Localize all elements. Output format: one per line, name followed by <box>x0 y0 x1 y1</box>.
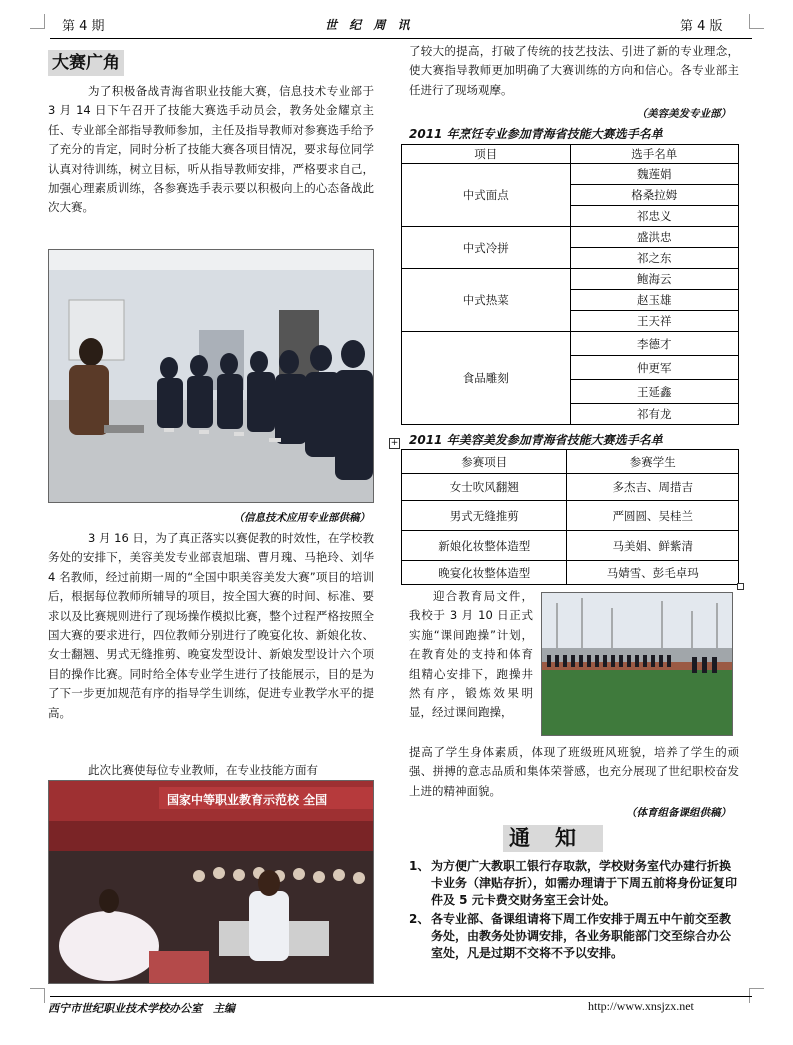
article-3-text: 迎合教育局文件，我校于 3 月 10 日正式实施“课间跑操”计划，在教育处的支持和体育组精心安排下，跑操井然有序，锻炼效果明显，经过课间跑操， <box>409 589 533 720</box>
section-title: 大赛广角 <box>48 50 124 76</box>
name-cell: 格桑拉姆 <box>570 185 739 206</box>
table-2-title: 2011 年美容美发参加青海省技能大赛选手名单 <box>409 433 663 447</box>
beauty-contestants-table <box>401 449 739 585</box>
issue-number: 第 4 期 <box>62 19 105 34</box>
meeting-photo <box>48 249 374 503</box>
banner-text: 国家中等职业教育示范校 全国 <box>167 793 328 807</box>
footer-editor: 西宁市世纪职业技术学校办公室 主编 <box>48 1002 235 1015</box>
crop-mark <box>30 988 45 1003</box>
name-cell: 鲍海云 <box>570 269 739 290</box>
notice-item-number: 2、 <box>409 912 430 926</box>
article-2-credit: （美容美发专业部） <box>636 108 731 120</box>
notice-item-text: 为方便广大教职工银行存取款，学校财务室代办建行折换卡业务（津贴存折），如需办理请于下周五前将身份证复印件及 5 元卡费交财务室王会计处。 <box>431 859 738 907</box>
event-cell: 新娘化妆整体造型 <box>402 531 567 561</box>
article-1-text: 为了积极备战青海省职业技能大赛，信息技术专业部于 3 月 14 日下午召开了技能大赛选手动员会，教务处金耀京主任、专业部全部指导教师参加，主任及指导教师对参赛选手给予了充分的肯定，同时分析了技能大赛各项目情况，要求每位同学认真对待训练，树立目标，听从指导教师安排，严格要求自己，加强心理素质训练，各参赛选手表示要以积极向上的心态备战此次大赛。 <box>48 84 374 215</box>
name-cell: 李德才 <box>570 332 739 356</box>
table-header: 选手名单 <box>570 145 739 164</box>
article-3-text-continued: 提高了学生身体素质，体现了班级班风班貌，培养了学生的顽强、拼搏的意志品质和集体荣誉感，也充分展现了世纪职校奋发上进的精神面貌。 <box>409 745 739 798</box>
crop-mark <box>30 14 45 29</box>
students-cell: 马美娟、鲜紫清 <box>567 531 739 561</box>
running-exercise-photo <box>541 592 733 736</box>
table-1-title: 2011 年烹饪专业参加青海省技能大赛选手名单 <box>409 127 663 141</box>
article-1-credit: （信息技术应用专业部供稿） <box>233 512 370 524</box>
article-2-text: 3 月 16 日，为了真正落实以赛促教的时效性，在学校教务处的安排下，美容美发专业部袁旭瑞、曹月瑰、马艳玲、刘华 4 名教师，经过前期一周的“全国中职美容美发大赛”项目的培训后，根据每位教师所辅导的项目，按全国大赛的时间、标准、要求以及比赛规则进行了现场操作模拟比赛，整个过程严格按照全国大赛的要求进行，四位教师分别进行了晚宴化妆、新娘化妆、女士翻翘、男式无缝推剪、晚宴发型设计、新娘发型设计六个项目的操作比赛。同时给全体专业学生进行了技能展示，目的是为了下一步更加规范有序的指导学生训练，促进专业教学水平的提高。 <box>48 531 374 720</box>
notice-item-text: 各专业部、备课组请将下周工作安排于周五中午前交至教务处，由教务处协调安排，各业务职能部门交至综合办公室处，凡是过期不交将不予以安排。 <box>431 912 732 960</box>
article-2-continuation: 了较大的提高，打破了传统的技艺技法、引进了新的专业理念，使大赛指导教师更加明确了大赛训练的方向和信心。各专业部主任进行了现场观摩。 <box>409 44 739 97</box>
name-cell: 王延鑫 <box>570 380 739 404</box>
name-cell: 祁有龙 <box>570 404 739 425</box>
table-header: 项目 <box>402 145 571 164</box>
name-cell: 魏莲娟 <box>570 164 739 185</box>
project-cell: 中式面点 <box>402 164 571 227</box>
project-cell: 中式热菜 <box>402 269 571 332</box>
notice-item <box>409 911 739 962</box>
table-move-handle-icon[interactable]: + <box>390 438 399 448</box>
competition-photo <box>48 780 374 984</box>
footer-rule <box>50 996 752 997</box>
page-number: 第 4 版 <box>680 19 723 34</box>
notice-item-number: 1、 <box>409 859 430 873</box>
name-cell: 仲更军 <box>570 356 739 380</box>
crop-mark <box>749 14 764 29</box>
name-cell: 盛洪忠 <box>570 227 739 248</box>
name-cell: 赵玉雄 <box>570 290 739 311</box>
table-header: 参赛项目 <box>402 450 567 474</box>
table-header: 参赛学生 <box>567 450 739 474</box>
students-cell: 马婧雪、彭毛卓玛 <box>567 561 739 585</box>
students-cell: 多杰吉、周措吉 <box>567 474 739 501</box>
name-cell: 祁之东 <box>570 248 739 269</box>
event-cell: 女士吹风翻翘 <box>402 474 567 501</box>
project-cell: 食品雕刻 <box>402 332 571 425</box>
article-2-text-continued: 此次比赛使每位专业教师，在专业技能方面有 <box>88 763 318 777</box>
footer-website-link[interactable]: http://www.xnsjzx.net <box>588 999 694 1013</box>
notice-title: 通 知 <box>509 826 578 850</box>
newsletter-title: 世 纪 周 讯 <box>325 18 414 32</box>
event-cell: 男式无缝推剪 <box>402 501 567 531</box>
header-rule <box>50 38 752 39</box>
notice-item <box>409 858 739 909</box>
event-cell: 晚宴化妆整体造型 <box>402 561 567 585</box>
students-cell: 严圆圆、吴桂兰 <box>567 501 739 531</box>
article-3-credit: （体育组备课组供稿） <box>626 807 731 819</box>
notice-list <box>409 858 739 962</box>
table-resize-handle-icon[interactable] <box>737 583 744 590</box>
name-cell: 祁忠义 <box>570 206 739 227</box>
cooking-contestants-table <box>401 144 739 425</box>
project-cell: 中式冷拼 <box>402 227 571 269</box>
name-cell: 王天祥 <box>570 311 739 332</box>
